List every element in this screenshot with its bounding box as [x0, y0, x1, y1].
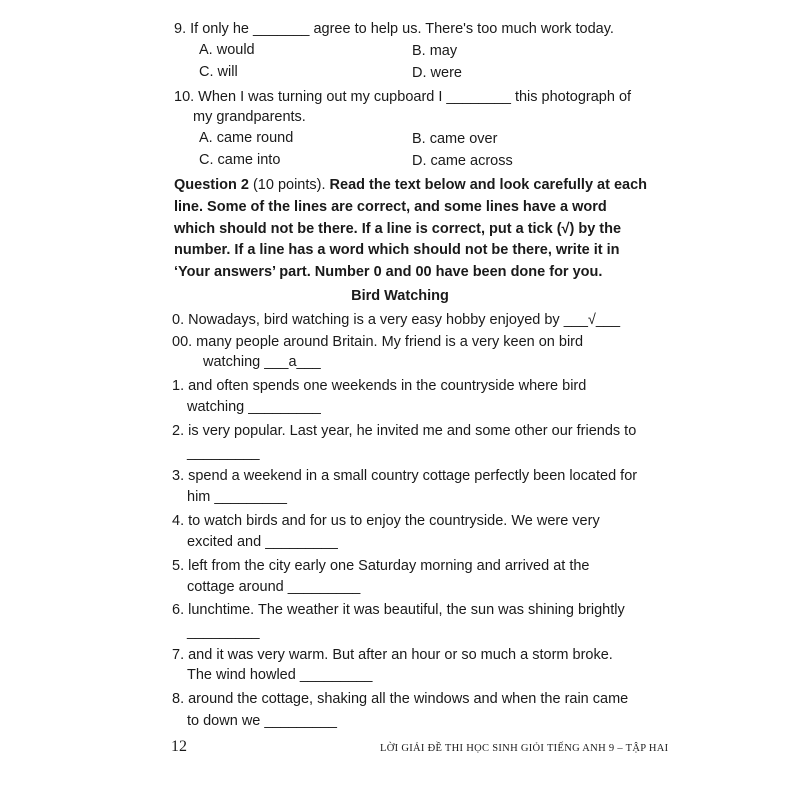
passage-line-1a: 1. and often spends one weekends in the countryside where bird [172, 378, 587, 394]
passage-line-00b: watching ___a___ [203, 354, 321, 370]
passage-line-4a: 4. to watch birds and for us to enjoy the countryside. We were very [172, 513, 600, 529]
q9-option-a: A. would [199, 42, 255, 58]
q10-stem-line1: 10. When I was turning out my cupboard I ________ this photograph of [174, 89, 632, 105]
passage-line-7b: The wind howled _________ [187, 667, 373, 683]
page-number: 12 [171, 738, 187, 755]
passage-line-5a: 5. left from the city early one Saturday morning and arrived at the [172, 558, 590, 574]
passage-line-1b: watching _________ [187, 399, 321, 415]
q9-option-b: B. may [412, 43, 458, 59]
passage-line-7a: 7. and it was very warm. But after an hour or so much a storm broke. [172, 647, 613, 663]
passage-line-3a: 3. spend a weekend in a small country cottage perfectly been located for [172, 468, 638, 484]
passage-line-2a: 2. is very popular. Last year, he invited me and some other our friends to [172, 423, 637, 439]
question2-line3: which should not be there. If a line is correct, put a tick (√) by the [174, 221, 622, 237]
q9-stem: 9. If only he _______ agree to help us. There's too much work today. [174, 21, 614, 37]
question2-line4: number. If a line has a word which should not be there, write it in [174, 242, 620, 258]
question2-label: Question 2 [174, 177, 249, 193]
passage-line-0: 0. Nowadays, bird watching is a very easy hobby enjoyed by ___√___ [172, 312, 621, 328]
passage-line-8a: 8. around the cottage, shaking all the windows and when the rain came [172, 691, 629, 707]
question2-line5: ‘Your answers’ part. Number 0 and 00 have been done for you. [174, 264, 603, 280]
q10-stem-line2: my grandparents. [193, 109, 306, 125]
q10-option-c: C. came into [199, 152, 281, 168]
passage-line-6b: _________ [187, 624, 260, 640]
q10-option-d: D. came across [412, 153, 513, 169]
q9-option-c: C. will [199, 64, 238, 80]
q10-option-a: A. came round [199, 130, 294, 146]
q9-option-d: D. were [412, 65, 462, 81]
question2-line1-text: Read the text below and look carefully at each [325, 177, 648, 193]
q10-option-b: B. came over [412, 131, 498, 147]
passage-title: Bird Watching [351, 288, 449, 304]
passage-line-8b: to down we _________ [187, 713, 337, 729]
passage-line-2b: _________ [187, 445, 260, 461]
question2-points: (10 points). [248, 177, 326, 193]
running-footer-title: LỜI GIẢI ĐỀ THI HỌC SINH GIỎI TIẾNG ANH 9 – TẬP HAI [380, 743, 669, 754]
passage-line-4b: excited and _________ [187, 534, 338, 550]
passage-line-6a: 6. lunchtime. The weather it was beautiful, the sun was shining brightly [172, 602, 625, 618]
question2-line2: line. Some of the lines are correct, and some lines have a word [174, 199, 607, 215]
passage-line-5b: cottage around _________ [187, 579, 361, 595]
passage-line-00a: 00. many people around Britain. My friend is a very keen on bird [172, 334, 584, 350]
question2-line1 [174, 175, 647, 195]
passage-line-3b: him _________ [187, 489, 287, 505]
